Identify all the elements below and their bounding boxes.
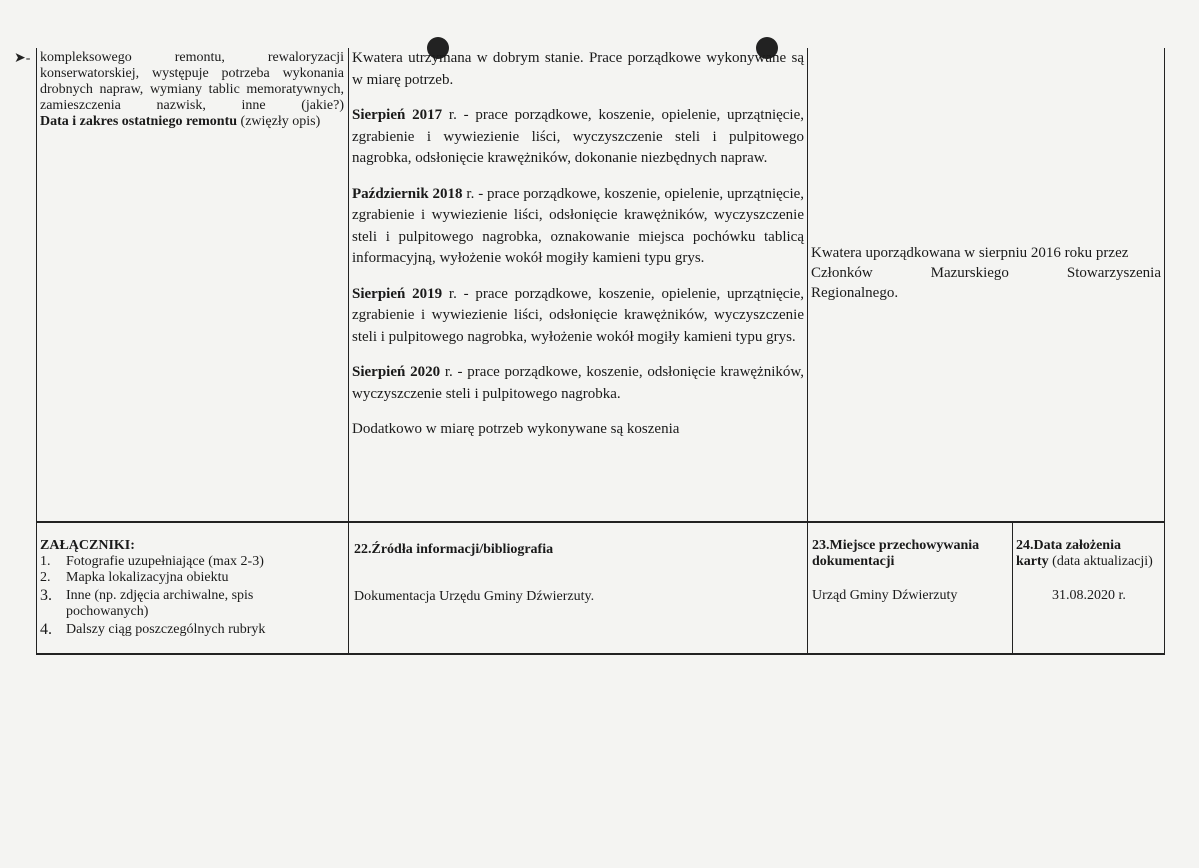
attachment-text: Dalszy ciąg poszczególnych rubryk: [66, 622, 266, 637]
column-divider-1: [348, 48, 349, 654]
attachment-number: 2.: [40, 570, 51, 585]
section-divider: [36, 521, 1165, 523]
entry-2020-text: r. - prace porządkowe, koszenie, odsłonięcie krawężników, wyczyszczenie steli i pulpitowego nagrobka.: [352, 364, 804, 402]
storage-cell: [812, 538, 1008, 604]
entry-2019-header: Sierpień 2019: [352, 285, 443, 302]
attachment-number: 1.: [40, 554, 51, 569]
condition-label: [40, 50, 344, 130]
storage-title-line1: 23.Miejsce przechowywania: [812, 538, 980, 553]
last-repair-label-suffix: (zwięzły opis): [240, 114, 321, 129]
attachment-text: Mapka lokalizacyjna obiektu: [66, 570, 229, 585]
entry-2018: [352, 184, 804, 270]
attachments-cell: [40, 538, 344, 638]
attachments-title: ZAŁĄCZNIKI:: [40, 538, 135, 553]
right-note-line1: Kwatera uporządkowana w sierpniu 2016 roku przez: [811, 245, 1129, 261]
entry-2020-header: Sierpień 2020: [352, 364, 441, 380]
storage-title-line2: dokumentacji: [812, 554, 895, 569]
list-item: [40, 622, 344, 638]
sources-title: 22.Źródła informacji/bibliografia: [354, 542, 554, 557]
repair-history: [352, 48, 804, 455]
last-repair-label-bold: Data i zakres ostatniego remontu: [40, 114, 238, 129]
entry-2017-header: Sierpień 2017: [352, 107, 443, 123]
entry-2018-header: Październik 2018: [352, 185, 463, 202]
entry-2019-text: r. - prace porządkowe, koszenie, opielenie, uprzątnięcie, zgrabienie i wywiezienie liści, odsłonięcie krawężników, wyczyszczenie steli i pulpitowego nagrobka, wyłożenie wokół mogiły kamieni typu grys.: [352, 285, 805, 345]
sources-cell: [354, 540, 804, 606]
margin-arrow-icon: ➤-: [14, 51, 31, 66]
entry-2017-text: r. - prace porządkowe, koszenie, opielenie, uprzątnięcie, zgrabienie i wywiezienie liści, wyczyszczenie steli i pulpitowego nagrobka, odsłonięcie krawężników, dokonanie niezbędnych napraw.: [352, 107, 805, 166]
column-divider-3: [1012, 522, 1013, 654]
date-title-line2-rest: (data aktualizacji): [1052, 554, 1153, 569]
attachment-number: 3.: [40, 587, 52, 604]
date-title-line1: 24.Data założenia: [1016, 538, 1121, 553]
date-cell: [1016, 538, 1162, 604]
table-border-left: [36, 48, 37, 654]
right-note-line2: Członków Mazurskiego Stowarzyszenia: [811, 265, 1161, 281]
right-note: [811, 243, 1161, 303]
attachments-list: [40, 554, 344, 638]
date-title-line2: [1016, 554, 1162, 570]
table-border-bottom: [36, 653, 1165, 655]
closing-paragraph: Dodatkowo w miarę potrzeb wykonywane są koszenia: [352, 421, 680, 437]
storage-value: Urząd Gminy Dźwierzuty: [812, 588, 958, 603]
list-item: [40, 554, 344, 570]
list-item: [40, 570, 344, 586]
list-item: [40, 588, 344, 620]
intro-paragraph: Kwatera utrzymana w dobrym stanie. Prace porządkowe wykonywane są w miarę potrzeb.: [352, 50, 804, 88]
attachment-text: Fotografie uzupełniające (max 2-3): [66, 554, 264, 569]
last-repair-label: [40, 114, 344, 130]
entry-2018-text: r. - prace porządkowe, koszenie, opielenie, uprzątnięcie, zgrabienie i wywiezienie liści, odsłonięcie krawężników, wyczyszczenie steli i pulpitowego nagrobka, oznakowanie miejsca pochówku tablicą informacyjną, wyłożenie wokół mogiły kamieni typu grys.: [352, 185, 805, 266]
table-border-right: [1164, 48, 1165, 654]
entry-2017: [352, 105, 804, 170]
right-note-line3: Regionalnego.: [811, 285, 899, 301]
entry-2020: [352, 362, 804, 405]
date-value: 31.08.2020 r.: [1052, 588, 1126, 603]
attachment-number: 4.: [40, 621, 52, 638]
entry-2019: [352, 284, 804, 349]
column-divider-2: [807, 48, 808, 654]
date-title-line2-bold: karty: [1016, 554, 1049, 569]
sources-value: Dokumentacja Urzędu Gminy Dźwierzuty.: [354, 589, 595, 604]
condition-label-text: kompleksowego remontu, rewaloryzacji konserwatorskiej, występuje potrzeba wykonania drobnych napraw, wymiany tablic memoratywnych, zamieszczenia nazwisk, inne (jakie?): [40, 50, 344, 113]
attachment-text: Inne (np. zdjęcia archiwalne, spis pochowanych): [66, 588, 254, 619]
